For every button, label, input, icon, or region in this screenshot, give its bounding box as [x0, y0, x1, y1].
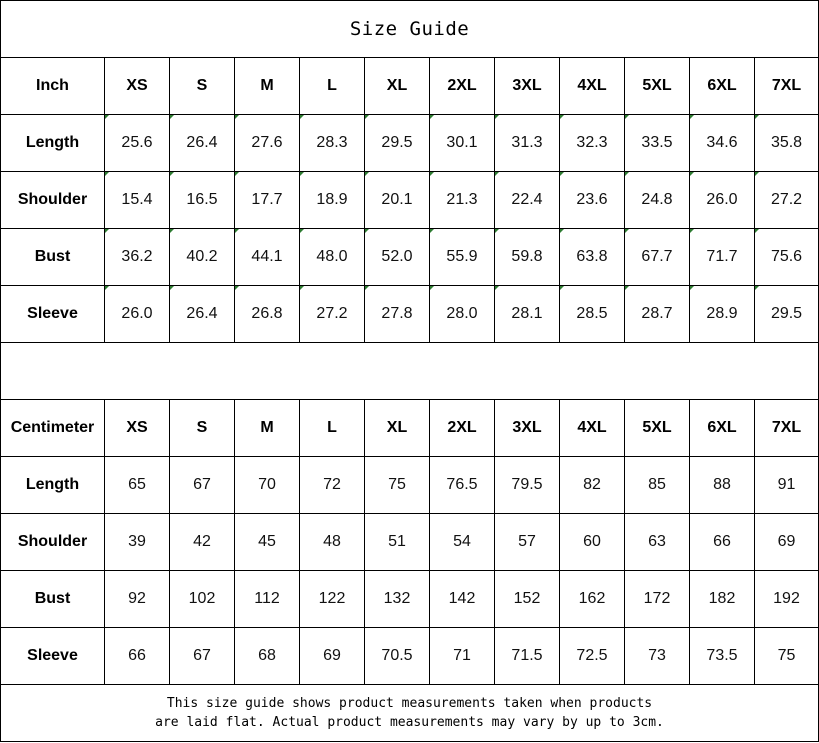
- measurement-value: 35.8: [755, 115, 819, 172]
- measurement-value: 25.6: [105, 115, 170, 172]
- measurement-value: 69: [755, 514, 819, 571]
- note-line-2: are laid flat. Actual product measurements may vary by up to 3cm.: [155, 715, 664, 730]
- measurement-value: 39: [105, 514, 170, 571]
- measurement-value: 48: [300, 514, 365, 571]
- measurement-value: 26.0: [105, 286, 170, 343]
- measurement-value: 82: [560, 457, 625, 514]
- measurement-value: 54: [430, 514, 495, 571]
- measurement-value: 22.4: [495, 172, 560, 229]
- measurement-value: 28.7: [625, 286, 690, 343]
- inch-size-header: 4XL: [560, 58, 625, 115]
- measurement-value: 73.5: [690, 628, 755, 685]
- inch-size-header: 6XL: [690, 58, 755, 115]
- measurement-value: 67.7: [625, 229, 690, 286]
- measurement-value: 20.1: [365, 172, 430, 229]
- measurement-value: 16.5: [170, 172, 235, 229]
- measurement-value: 142: [430, 571, 495, 628]
- cm-row-bust: [1, 571, 819, 628]
- measurement-value: 36.2: [105, 229, 170, 286]
- measurement-value: 26.8: [235, 286, 300, 343]
- inch-size-header: XL: [365, 58, 430, 115]
- measurement-value: 32.3: [560, 115, 625, 172]
- measurement-value: 28.5: [560, 286, 625, 343]
- measurement-value: 122: [300, 571, 365, 628]
- measurement-value: 65: [105, 457, 170, 514]
- measurement-value: 102: [170, 571, 235, 628]
- measurement-value: 33.5: [625, 115, 690, 172]
- measurement-value: 60: [560, 514, 625, 571]
- cm-size-header: 5XL: [625, 400, 690, 457]
- cm-row-sleeve: [1, 628, 819, 685]
- inch-unit-label: Inch: [1, 58, 105, 115]
- cm-size-header: 2XL: [430, 400, 495, 457]
- measurement-value: 27.2: [300, 286, 365, 343]
- measurement-value: 75: [365, 457, 430, 514]
- measurement-value: 55.9: [430, 229, 495, 286]
- inch-size-header: 7XL: [755, 58, 819, 115]
- measurement-value: 85: [625, 457, 690, 514]
- measurement-value: 45: [235, 514, 300, 571]
- measurement-value: 76.5: [430, 457, 495, 514]
- cm-size-header: 3XL: [495, 400, 560, 457]
- measurement-value: 72: [300, 457, 365, 514]
- measurement-value: 26.4: [170, 286, 235, 343]
- measurement-value: 17.7: [235, 172, 300, 229]
- inch-size-header: XS: [105, 58, 170, 115]
- measurement-value: 71: [430, 628, 495, 685]
- measurement-label: Shoulder: [1, 514, 105, 571]
- measurement-value: 70.5: [365, 628, 430, 685]
- measurement-value: 26.0: [690, 172, 755, 229]
- measurement-label: Bust: [1, 571, 105, 628]
- measurement-value: 31.3: [495, 115, 560, 172]
- measurement-value: 66: [690, 514, 755, 571]
- measurement-value: 29.5: [365, 115, 430, 172]
- measurement-value: 27.8: [365, 286, 430, 343]
- measurement-value: 18.9: [300, 172, 365, 229]
- measurement-value: 70: [235, 457, 300, 514]
- cm-size-header: M: [235, 400, 300, 457]
- note-line-1: This size guide shows product measurements taken when products: [166, 696, 653, 711]
- measurement-value: 72.5: [560, 628, 625, 685]
- measurement-value: 152: [495, 571, 560, 628]
- measurement-value: 67: [170, 457, 235, 514]
- measurement-value: 75: [755, 628, 819, 685]
- measurement-value: 29.5: [755, 286, 819, 343]
- cm-size-header: S: [170, 400, 235, 457]
- measurement-value: 27.6: [235, 115, 300, 172]
- measurement-value: 112: [235, 571, 300, 628]
- measurement-label: Length: [1, 115, 105, 172]
- size-guide-title: Size Guide: [1, 1, 819, 58]
- measurement-value: 88: [690, 457, 755, 514]
- inch-size-header: 2XL: [430, 58, 495, 115]
- measurement-value: 67: [170, 628, 235, 685]
- measurement-value: 28.1: [495, 286, 560, 343]
- measurement-value: 30.1: [430, 115, 495, 172]
- measurement-value: 21.3: [430, 172, 495, 229]
- cm-size-header: L: [300, 400, 365, 457]
- measurement-value: 182: [690, 571, 755, 628]
- measurement-value: 26.4: [170, 115, 235, 172]
- measurement-value: 57: [495, 514, 560, 571]
- measurement-value: 42: [170, 514, 235, 571]
- measurement-value: 28.3: [300, 115, 365, 172]
- measurement-value: 91: [755, 457, 819, 514]
- cm-size-header: XS: [105, 400, 170, 457]
- measurement-value: 51: [365, 514, 430, 571]
- inch-row-shoulder: [1, 172, 819, 229]
- measurement-value: 132: [365, 571, 430, 628]
- cm-size-header: 6XL: [690, 400, 755, 457]
- inch-row-sleeve: [1, 286, 819, 343]
- measurement-label: Bust: [1, 229, 105, 286]
- measurement-label: Shoulder: [1, 172, 105, 229]
- measurement-value: 68: [235, 628, 300, 685]
- measurement-value: 172: [625, 571, 690, 628]
- measurement-value: 59.8: [495, 229, 560, 286]
- cm-size-header: XL: [365, 400, 430, 457]
- measurement-value: 71.7: [690, 229, 755, 286]
- cm-row-length: [1, 457, 819, 514]
- cm-row-shoulder: [1, 514, 819, 571]
- cm-unit-label: Centimeter: [1, 400, 105, 457]
- measurement-value: 34.6: [690, 115, 755, 172]
- measurement-label: Sleeve: [1, 286, 105, 343]
- inch-size-header: S: [170, 58, 235, 115]
- measurement-value: 73: [625, 628, 690, 685]
- inch-row-bust: [1, 229, 819, 286]
- measurement-value: 69: [300, 628, 365, 685]
- measurement-value: 23.6: [560, 172, 625, 229]
- measurement-value: 162: [560, 571, 625, 628]
- measurement-value: 44.1: [235, 229, 300, 286]
- measurement-value: 28.0: [430, 286, 495, 343]
- inch-size-header: L: [300, 58, 365, 115]
- measurement-label: Length: [1, 457, 105, 514]
- measurement-value: 24.8: [625, 172, 690, 229]
- measurement-value: 92: [105, 571, 170, 628]
- inch-header-row: [1, 58, 819, 115]
- measurement-value: 192: [755, 571, 819, 628]
- inch-size-header: 5XL: [625, 58, 690, 115]
- inch-size-header: 3XL: [495, 58, 560, 115]
- measurement-value: 28.9: [690, 286, 755, 343]
- cm-size-header: 4XL: [560, 400, 625, 457]
- cm-size-header: 7XL: [755, 400, 819, 457]
- measurement-value: 15.4: [105, 172, 170, 229]
- cm-header-row: [1, 400, 819, 457]
- measurement-value: 63.8: [560, 229, 625, 286]
- inch-row-length: [1, 115, 819, 172]
- measurement-value: 63: [625, 514, 690, 571]
- measurement-note: [1, 685, 819, 742]
- measurement-value: 75.6: [755, 229, 819, 286]
- measurement-value: 52.0: [365, 229, 430, 286]
- measurement-value: 66: [105, 628, 170, 685]
- inch-size-header: M: [235, 58, 300, 115]
- measurement-label: Sleeve: [1, 628, 105, 685]
- measurement-value: 48.0: [300, 229, 365, 286]
- measurement-value: 27.2: [755, 172, 819, 229]
- measurement-value: 79.5: [495, 457, 560, 514]
- section-spacer: [1, 343, 819, 400]
- measurement-value: 40.2: [170, 229, 235, 286]
- measurement-value: 71.5: [495, 628, 560, 685]
